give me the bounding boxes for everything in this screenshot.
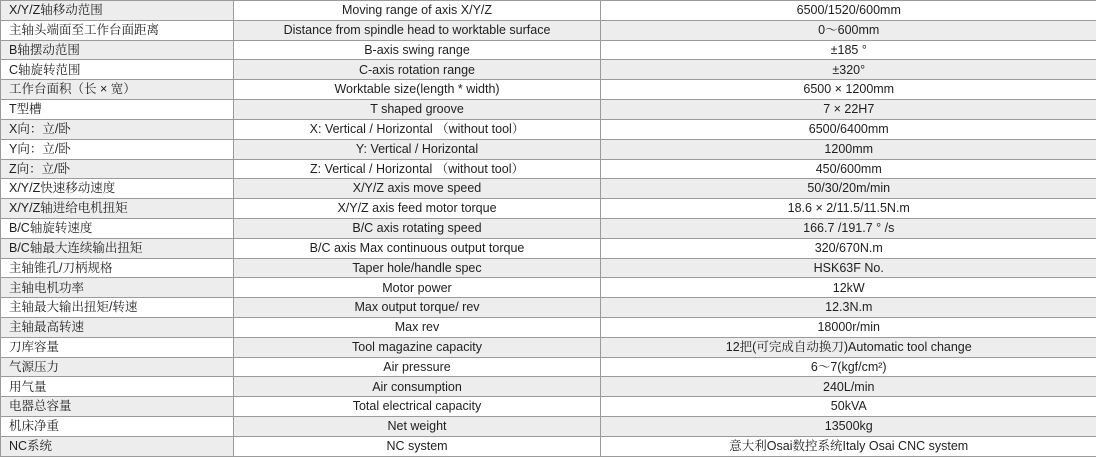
table-row (1, 238, 1096, 258)
table-row (1, 377, 1096, 397)
table-row (1, 40, 1096, 60)
spec-name-en: C-axis rotation range (234, 60, 601, 80)
spec-name-en: X/Y/Z axis move speed (234, 179, 601, 199)
spec-name-en: X/Y/Z axis feed motor torque (234, 199, 601, 219)
spec-name-en: Air consumption (234, 377, 601, 397)
spec-name-cn: 主轴最高转速 (1, 318, 234, 338)
spec-name-en: NC system (234, 436, 601, 456)
table-row (1, 417, 1096, 437)
spec-name-cn: T型槽 (1, 100, 234, 120)
spec-name-cn: X/Y/Z轴进给电机扭矩 (1, 199, 234, 219)
table-row (1, 119, 1096, 139)
spec-value: 6～7(kgf/cm²) (601, 357, 1096, 377)
table-row (1, 318, 1096, 338)
spec-name-en: Motor power (234, 278, 601, 298)
table-row (1, 258, 1096, 278)
spec-value: 6500/1520/600mm (601, 1, 1096, 21)
spec-name-en: Max rev (234, 318, 601, 338)
spec-name-cn: 主轴头端面至工作台面距离 (1, 20, 234, 40)
spec-value: ±185 ° (601, 40, 1096, 60)
spec-name-cn: X/Y/Z轴移动范围 (1, 1, 234, 21)
table-row (1, 100, 1096, 120)
spec-name-en: Z: Vertical / Horizontal （without tool） (234, 159, 601, 179)
spec-name-cn: 刀库容量 (1, 337, 234, 357)
spec-name-en: B/C axis rotating speed (234, 218, 601, 238)
spec-value: 6500 × 1200mm (601, 80, 1096, 100)
table-row (1, 218, 1096, 238)
spec-value: 意大利Osai数控系统Italy Osai CNC system (601, 436, 1096, 456)
spec-name-cn: 主轴锥孔/刀柄规格 (1, 258, 234, 278)
table-row (1, 179, 1096, 199)
spec-name-cn: 用气量 (1, 377, 234, 397)
table-row (1, 436, 1096, 456)
spec-table-body (1, 1, 1096, 457)
spec-name-cn: 主轴最大输出扭矩/转速 (1, 298, 234, 318)
spec-name-en: X: Vertical / Horizontal （without tool） (234, 119, 601, 139)
spec-value: 12把(可完成自动换刀)Automatic tool change (601, 337, 1096, 357)
spec-value: 240L/min (601, 377, 1096, 397)
spec-value: 0～600mm (601, 20, 1096, 40)
spec-value: 320/670N.m (601, 238, 1096, 258)
spec-name-cn: B/C轴旋转速度 (1, 218, 234, 238)
table-row (1, 298, 1096, 318)
spec-value: HSK63F No. (601, 258, 1096, 278)
spec-name-en: B/C axis Max continuous output torque (234, 238, 601, 258)
spec-name-en: Taper hole/handle spec (234, 258, 601, 278)
spec-name-cn: Z向：立/卧 (1, 159, 234, 179)
spec-name-en: Y: Vertical / Horizontal (234, 139, 601, 159)
spec-name-en: T shaped groove (234, 100, 601, 120)
spec-value: 13500kg (601, 417, 1096, 437)
spec-name-cn: 机床净重 (1, 417, 234, 437)
spec-name-en: Distance from spindle head to worktable surface (234, 20, 601, 40)
spec-name-cn: 电器总容量 (1, 397, 234, 417)
spec-value: 12kW (601, 278, 1096, 298)
table-row (1, 357, 1096, 377)
table-row (1, 278, 1096, 298)
table-row (1, 60, 1096, 80)
spec-name-cn: Y向：立/卧 (1, 139, 234, 159)
spec-name-en: Tool magazine capacity (234, 337, 601, 357)
spec-value: 50kVA (601, 397, 1096, 417)
spec-name-cn: 主轴电机功率 (1, 278, 234, 298)
table-row (1, 397, 1096, 417)
spec-name-cn: 气源压力 (1, 357, 234, 377)
spec-name-en: Air pressure (234, 357, 601, 377)
spec-name-en: Moving range of axis X/Y/Z (234, 1, 601, 21)
table-row (1, 199, 1096, 219)
table-row (1, 1, 1096, 21)
table-row (1, 139, 1096, 159)
spec-name-cn: X/Y/Z快速移动速度 (1, 179, 234, 199)
spec-value: 18.6 × 2/11.5/11.5N.m (601, 199, 1096, 219)
spec-value: 1200mm (601, 139, 1096, 159)
table-row (1, 337, 1096, 357)
spec-value: 50/30/20m/min (601, 179, 1096, 199)
table-row (1, 80, 1096, 100)
spec-name-en: B-axis swing range (234, 40, 601, 60)
spec-value: 6500/6400mm (601, 119, 1096, 139)
table-row (1, 159, 1096, 179)
spec-name-cn: B轴摆动范围 (1, 40, 234, 60)
spec-value: ±320° (601, 60, 1096, 80)
spec-value: 12.3N.m (601, 298, 1096, 318)
spec-name-cn: B/C轴最大连续输出扭矩 (1, 238, 234, 258)
spec-value: 450/600mm (601, 159, 1096, 179)
spec-name-en: Total electrical capacity (234, 397, 601, 417)
spec-name-cn: X向：立/卧 (1, 119, 234, 139)
spec-name-en: Worktable size(length * width) (234, 80, 601, 100)
spec-name-en: Net weight (234, 417, 601, 437)
spec-name-cn: NC系统 (1, 436, 234, 456)
spec-value: 166.7 /191.7 ° /s (601, 218, 1096, 238)
spec-name-en: Max output torque/ rev (234, 298, 601, 318)
spec-value: 18000r/min (601, 318, 1096, 338)
spec-name-cn: 工作台面积（长 × 宽） (1, 80, 234, 100)
spec-value: 7 × 22H7 (601, 100, 1096, 120)
table-row (1, 20, 1096, 40)
spec-name-cn: C轴旋转范围 (1, 60, 234, 80)
